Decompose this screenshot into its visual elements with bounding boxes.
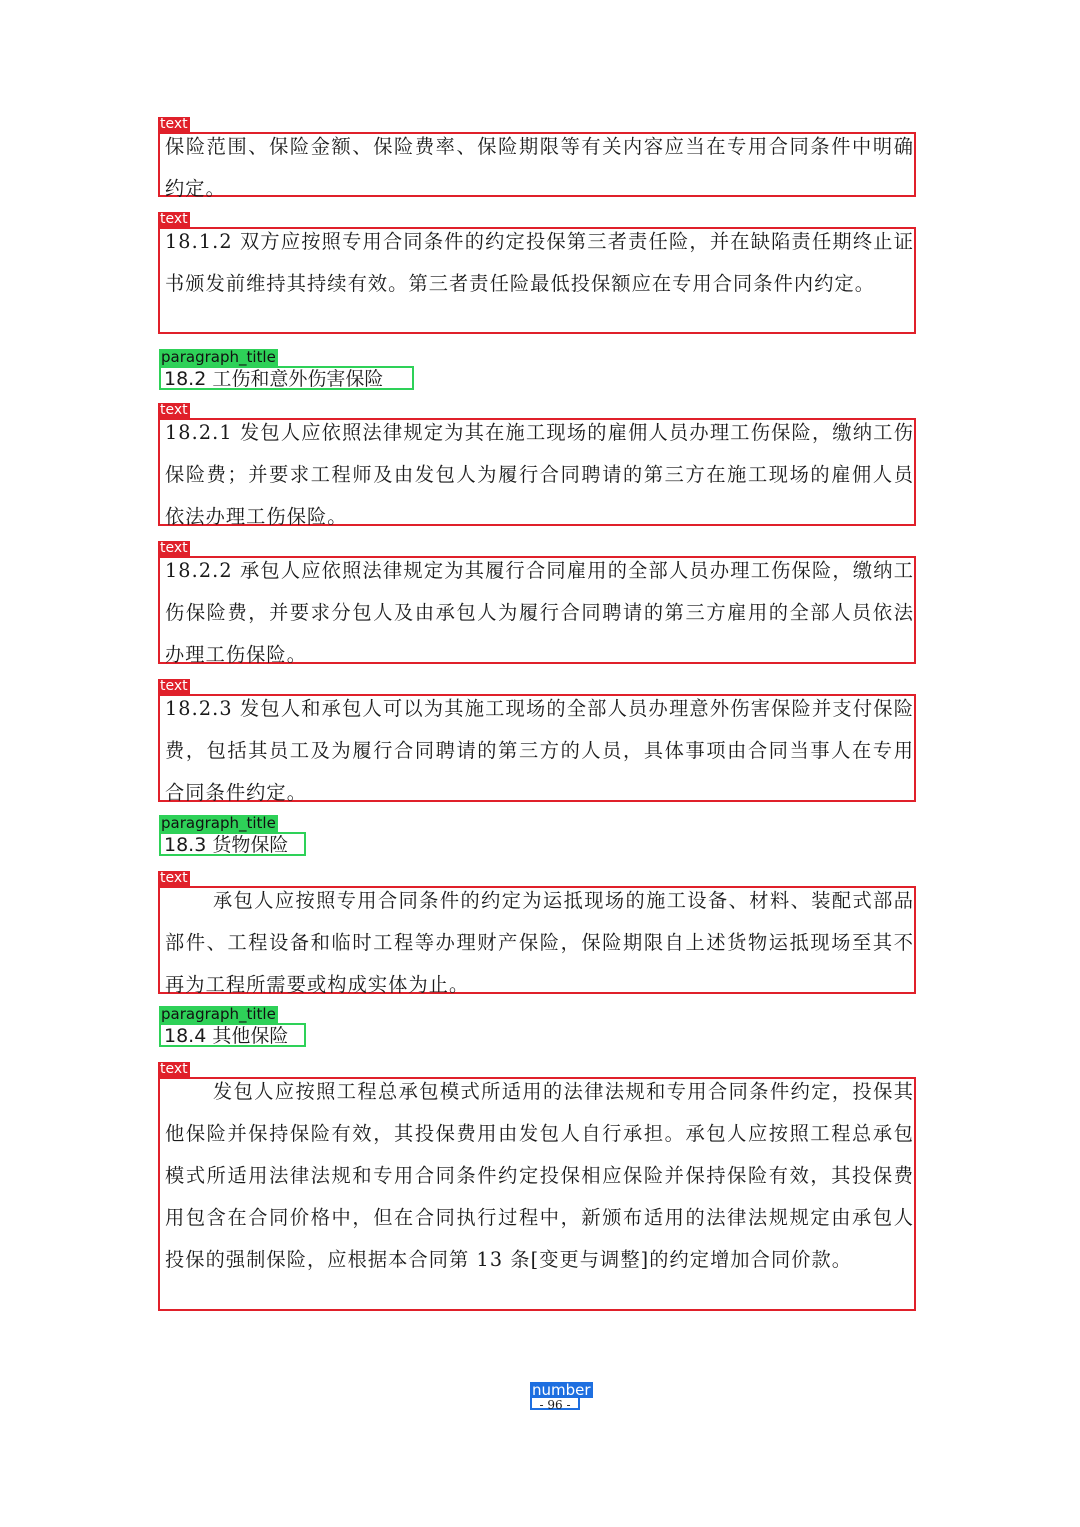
text-label: text	[160, 402, 188, 418]
paragraph-title-label: paragraph_title	[161, 348, 276, 366]
section-heading: 18.4 其他保险	[164, 1025, 289, 1047]
paragraph-text: 18.2.2 承包人应依照法律规定为其履行合同雇用的全部人员办理工伤保险，缴纳工伤保险费，并要求分包人及由承包人为履行合同聘请的第三方雇用的全部人员依法办理工伤保险。	[165, 559, 914, 666]
page-number: - 96 -	[539, 1398, 571, 1412]
text-block-6	[158, 870, 916, 996]
text-label: text	[160, 870, 188, 886]
text-block-1	[158, 116, 916, 200]
number-label: number	[532, 1381, 591, 1399]
paragraph-text: 承包人应按照专用合同条件的约定为运抵现场的施工设备、材料、装配式部品部件、工程设备和临时工程等办理财产保险，保险期限自上述货物运抵现场至其不再为工程所需要或构成实体为止。	[165, 889, 914, 996]
paragraph-title-18-4	[159, 1005, 306, 1047]
page-number-block	[530, 1381, 591, 1412]
section-heading: 18.2 工伤和意外伤害保险	[164, 368, 384, 390]
text-block-5	[158, 678, 916, 804]
paragraph-text: 保险范围、保险金额、保险费率、保险期限等有关内容应当在专用合同条件中明确约定。	[165, 135, 914, 200]
paragraph-title-18-2	[159, 348, 414, 390]
paragraph-title-18-3	[159, 814, 306, 856]
text-block-2	[158, 211, 916, 334]
paragraph-text: 18.2.3 发包人和承包人可以为其施工现场的全部人员办理意外伤害保险并支付保险费，包括其员工及为履行合同聘请的第三方的人员，具体事项由合同当事人在专用合同条件约定。	[165, 697, 914, 804]
text-block-4	[158, 540, 916, 666]
text-label: text	[160, 678, 188, 694]
text-label: text	[160, 211, 188, 227]
text-label: text	[160, 116, 188, 132]
text-block-3	[158, 402, 916, 528]
text-block-7	[158, 1061, 916, 1311]
section-heading: 18.3 货物保险	[164, 834, 289, 856]
paragraph-title-label: paragraph_title	[161, 814, 276, 832]
paragraph-text: 18.2.1 发包人应依照法律规定为其在施工现场的雇佣人员办理工伤保险，缴纳工伤保险费；并要求工程师及由发包人为履行合同聘请的第三方在施工现场的雇佣人员依法办理工伤保险。	[165, 421, 914, 528]
text-label: text	[160, 1061, 188, 1077]
paragraph-text: 发包人应按照工程总承包模式所适用的法律法规和专用合同条件约定，投保其他保险并保持保险有效，其投保费用由发包人自行承担。承包人应按照工程总承包模式所适用法律法规和专用合同条件约定投保相应保险并保持保险有效，其投保费用包含在合同价格中，但在合同执行过程中，新颁布适用的法律法规规定由承包人投保的强制保险，应根据本合同第 13 条[变更与调整]的约定增加合同价款。	[165, 1080, 914, 1271]
text-label: text	[160, 540, 188, 556]
paragraph-text: 18.1.2 双方应按照专用合同条件的约定投保第三者责任险，并在缺陷责任期终止证书颁发前维持其持续有效。第三者责任险最低投保额应在专用合同条件内约定。	[165, 230, 914, 295]
paragraph-title-label: paragraph_title	[161, 1005, 276, 1023]
